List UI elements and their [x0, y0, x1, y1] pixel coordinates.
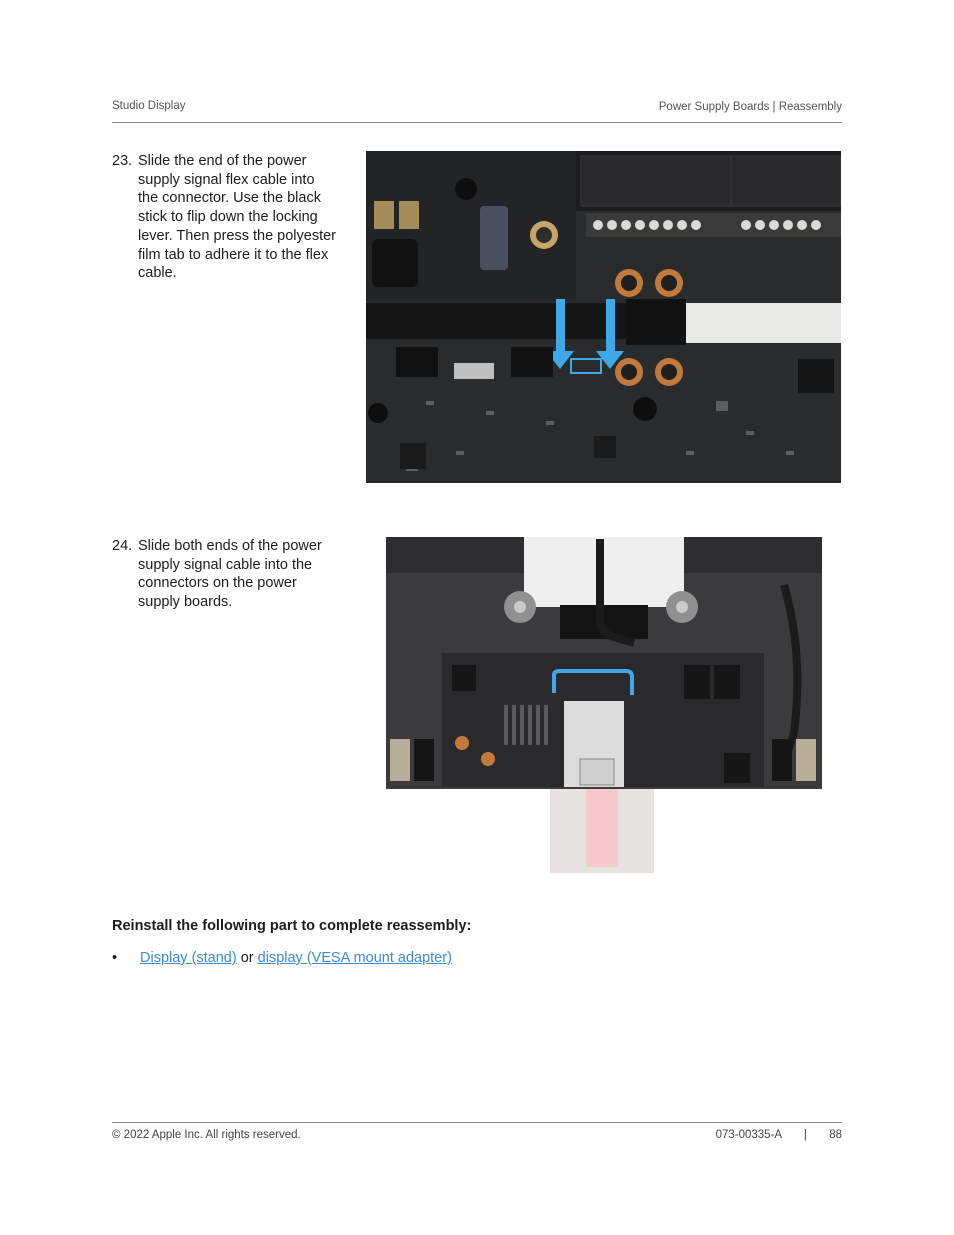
step-23-photo — [366, 151, 841, 483]
step-text: Slide both ends of the power supply signal cable into the connectors on the power supply boards. — [138, 538, 322, 611]
step-number: 24. — [112, 538, 133, 554]
footer-page-number: 88 — [829, 1129, 842, 1141]
step-number: 23. — [112, 153, 133, 169]
footer-doc-number: 073-00335-A — [715, 1129, 782, 1141]
display-vesa-link[interactable]: display (VESA mount adapter) — [257, 950, 452, 966]
footer-divider — [112, 1122, 842, 1123]
display-stand-link[interactable]: Display (stand) — [140, 950, 237, 966]
footer-copyright: © 2022 Apple Inc. All rights reserved. — [112, 1129, 301, 1141]
header-document-title: Studio Display — [112, 100, 186, 112]
header-section-title: Power Supply Boards | Reassembly — [658, 101, 842, 113]
footer-separator: | — [803, 1129, 807, 1141]
header-divider — [112, 122, 842, 123]
link-connector-text: or — [236, 950, 258, 966]
bullet-marker: • — [112, 950, 118, 966]
step-24-photo — [384, 533, 824, 873]
reinstall-line — [140, 950, 452, 966]
reinstall-heading: Reinstall the following part to complete reassembly: — [112, 918, 472, 934]
step-text: Slide the end of the power supply signal flex cable into the connector. Use the black stick to flip down the locking lever. Then press the polyester film tab to adhere it to the flex cable. — [138, 153, 337, 282]
footer-doc-info — [716, 1129, 842, 1141]
